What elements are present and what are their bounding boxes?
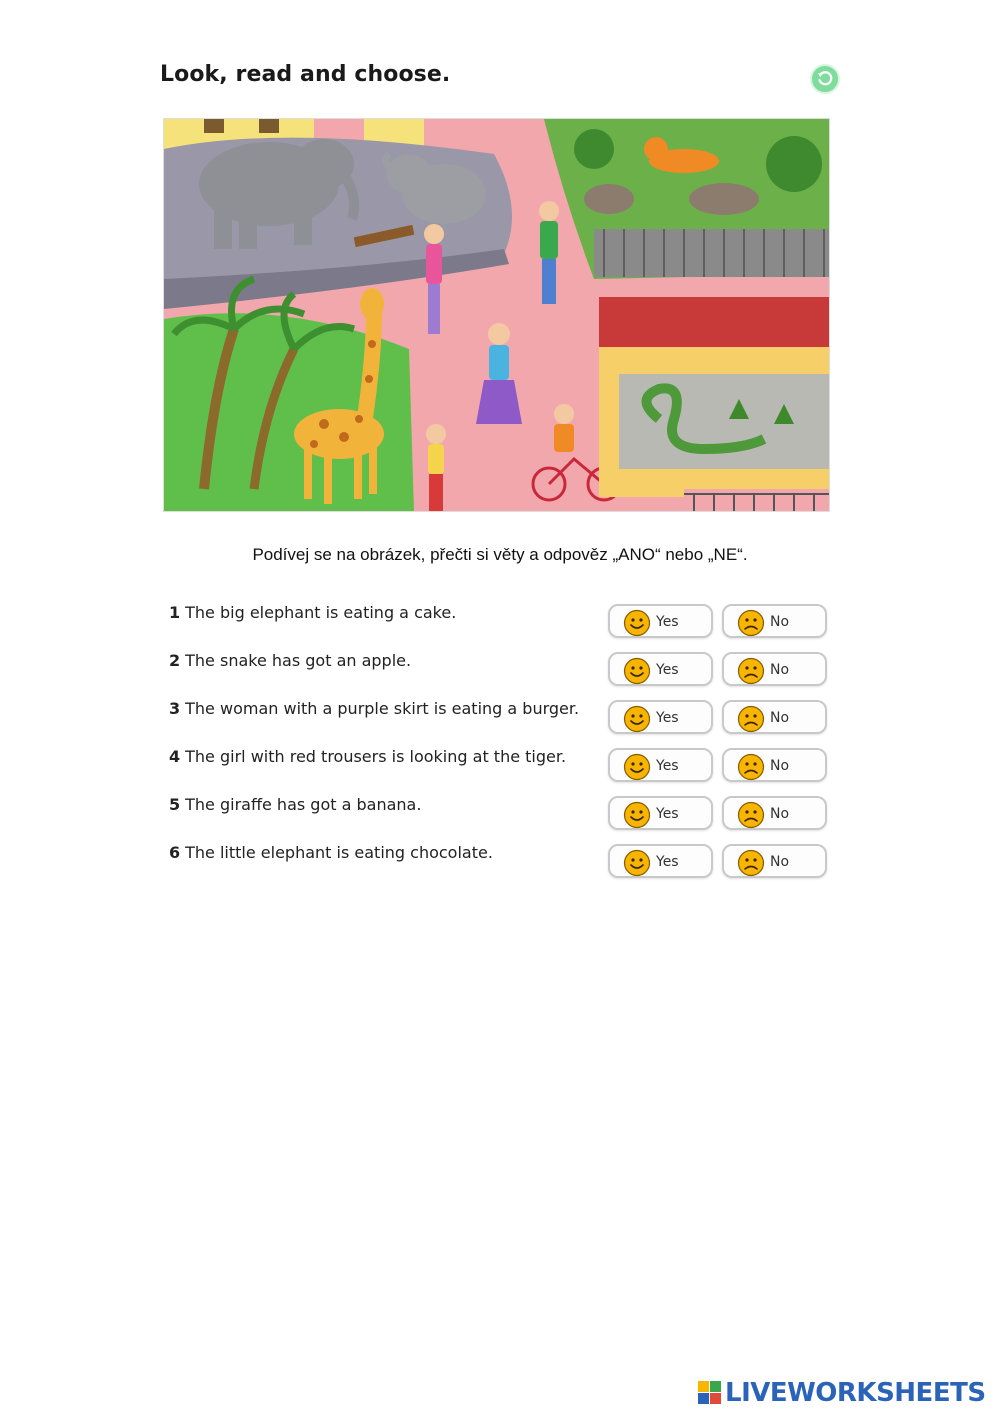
yes-button[interactable] (608, 796, 713, 830)
no-label: No (770, 758, 790, 774)
question-number: 5 (169, 795, 181, 814)
yes-button[interactable] (608, 844, 713, 878)
logo-blocks-icon (698, 1381, 722, 1405)
page-title: Look, read and choose. (160, 62, 451, 87)
sad-face-icon (737, 849, 765, 881)
no-button[interactable] (722, 748, 827, 782)
question-text (169, 843, 493, 862)
yes-button[interactable] (608, 748, 713, 782)
sad-face-icon (737, 705, 765, 737)
yes-label: Yes (656, 662, 679, 678)
logo-wordmark: LIVEWORKSHEETS (725, 1378, 986, 1408)
yes-button[interactable] (608, 652, 713, 686)
question-text (169, 651, 411, 670)
question-text (169, 603, 456, 622)
reset-button[interactable] (810, 64, 840, 94)
yes-label: Yes (656, 710, 679, 726)
yes-label: Yes (656, 758, 679, 774)
boy-green (539, 201, 559, 304)
instruction-text: Podívej se na obrázek, přečti si věty a odpověz „ANO“ nebo „NE“. (252, 545, 748, 564)
question-number: 4 (169, 747, 181, 766)
smiley-face-icon (623, 849, 651, 881)
no-button[interactable] (722, 604, 827, 638)
smiley-face-icon (623, 609, 651, 641)
no-button[interactable] (722, 796, 827, 830)
question-sentence: The woman with a purple skirt is eating a burger. (185, 699, 580, 718)
sad-face-icon (737, 801, 765, 833)
question-number: 1 (169, 603, 181, 622)
question-number: 2 (169, 651, 181, 670)
question-sentence: The big elephant is eating a cake. (185, 603, 457, 622)
sad-face-icon (737, 753, 765, 785)
smiley-face-icon (623, 801, 651, 833)
no-label: No (770, 710, 790, 726)
smiley-face-icon (623, 753, 651, 785)
yes-label: Yes (656, 614, 679, 630)
question-sentence: The little elephant is eating chocolate. (185, 843, 493, 862)
yes-button[interactable] (608, 700, 713, 734)
no-label: No (770, 806, 790, 822)
no-label: No (770, 662, 790, 678)
question-text (169, 795, 421, 814)
girl-red-trousers (426, 424, 446, 512)
no-button[interactable] (722, 652, 827, 686)
sad-face-icon (737, 609, 765, 641)
question-sentence: The giraffe has got a banana. (185, 795, 422, 814)
question-number: 6 (169, 843, 181, 862)
no-button[interactable] (722, 700, 827, 734)
question-number: 3 (169, 699, 181, 718)
sad-face-icon (737, 657, 765, 689)
question-sentence: The girl with red trousers is looking at the tiger. (185, 747, 567, 766)
zoo-scene-illustration (163, 118, 830, 512)
yes-label: Yes (656, 854, 679, 870)
no-label: No (770, 614, 790, 630)
question-text (169, 699, 579, 718)
question-sentence: The snake has got an apple. (185, 651, 412, 670)
question-text (169, 747, 566, 766)
yes-label: Yes (656, 806, 679, 822)
smiley-face-icon (623, 705, 651, 737)
yes-button[interactable] (608, 604, 713, 638)
smiley-face-icon (623, 657, 651, 689)
undo-arrow-icon (816, 70, 834, 88)
no-button[interactable] (722, 844, 827, 878)
no-label: No (770, 854, 790, 870)
